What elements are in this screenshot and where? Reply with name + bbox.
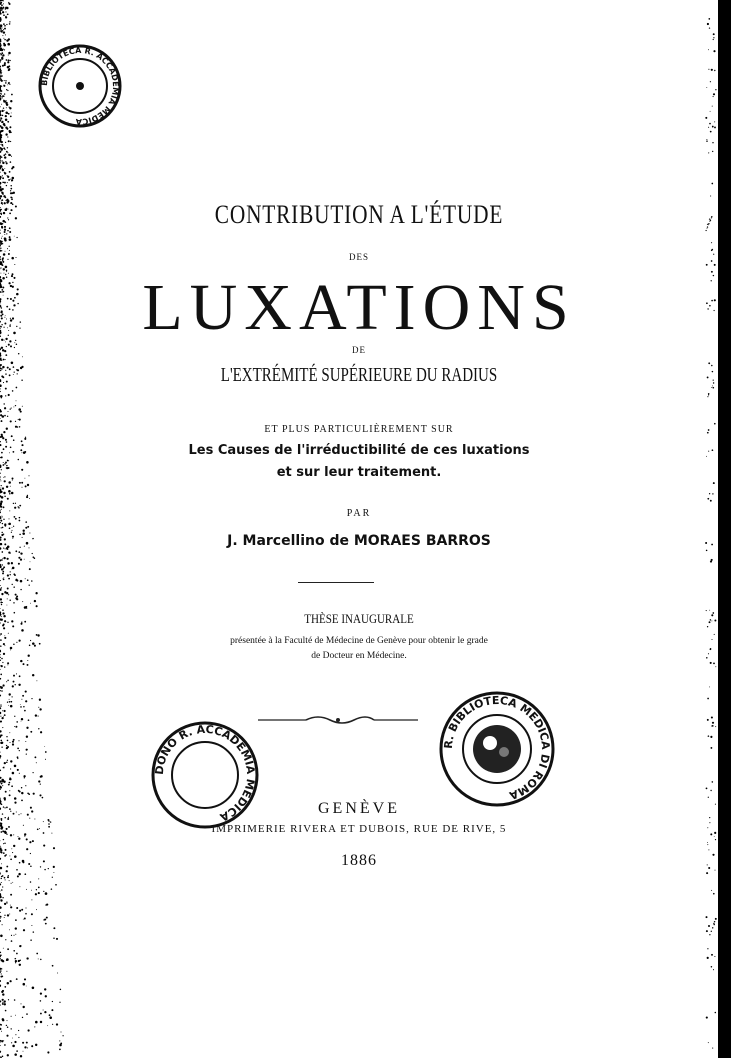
- subtitle: L'EXTRÉMITÉ SUPÉRIEURE DU RADIUS: [220, 364, 498, 386]
- city: GENÈVE: [318, 800, 400, 817]
- main-title: LUXATIONS: [142, 271, 576, 344]
- printer: IMPRIMERIE RIVERA ET DUBOIS, RUE DE RIVE, 5: [211, 823, 507, 835]
- thesis-heading: THÈSE INAUGURALE: [304, 611, 414, 626]
- thesis-line-1: présentée à la Faculté de Médecine de Genève pour obtenir le grade: [230, 636, 488, 646]
- author-name: J. Marcellino de MORAES BARROS: [227, 533, 491, 549]
- connector-et-plus: ET PLUS PARTICULIÈREMENT SUR: [264, 424, 454, 435]
- stamp-ring-text-right: R. BIBLIOTECA MEDICA DI ROMA: [441, 693, 553, 803]
- connector-par: PAR: [346, 508, 372, 519]
- stamp-ring-text-top-left: BIBLIOTECA R. ACCADEMIA MEDICA: [39, 45, 121, 127]
- topic-line-2: et sur leur traitement.: [276, 465, 442, 480]
- title-line-1: CONTRIBUTION A L'ÉTUDE: [214, 200, 504, 229]
- stamp-ring-text-left: DONO R. ACCADEMIA MEDICA: [152, 722, 258, 824]
- thesis-line-2: de Docteur en Médecine.: [311, 651, 407, 661]
- connector-de: DE: [352, 345, 366, 355]
- connector-des: DES: [348, 252, 369, 262]
- topic-line-1: Les Causes de l'irréductibilité de ces luxations: [188, 443, 530, 458]
- year: 1886: [341, 852, 377, 869]
